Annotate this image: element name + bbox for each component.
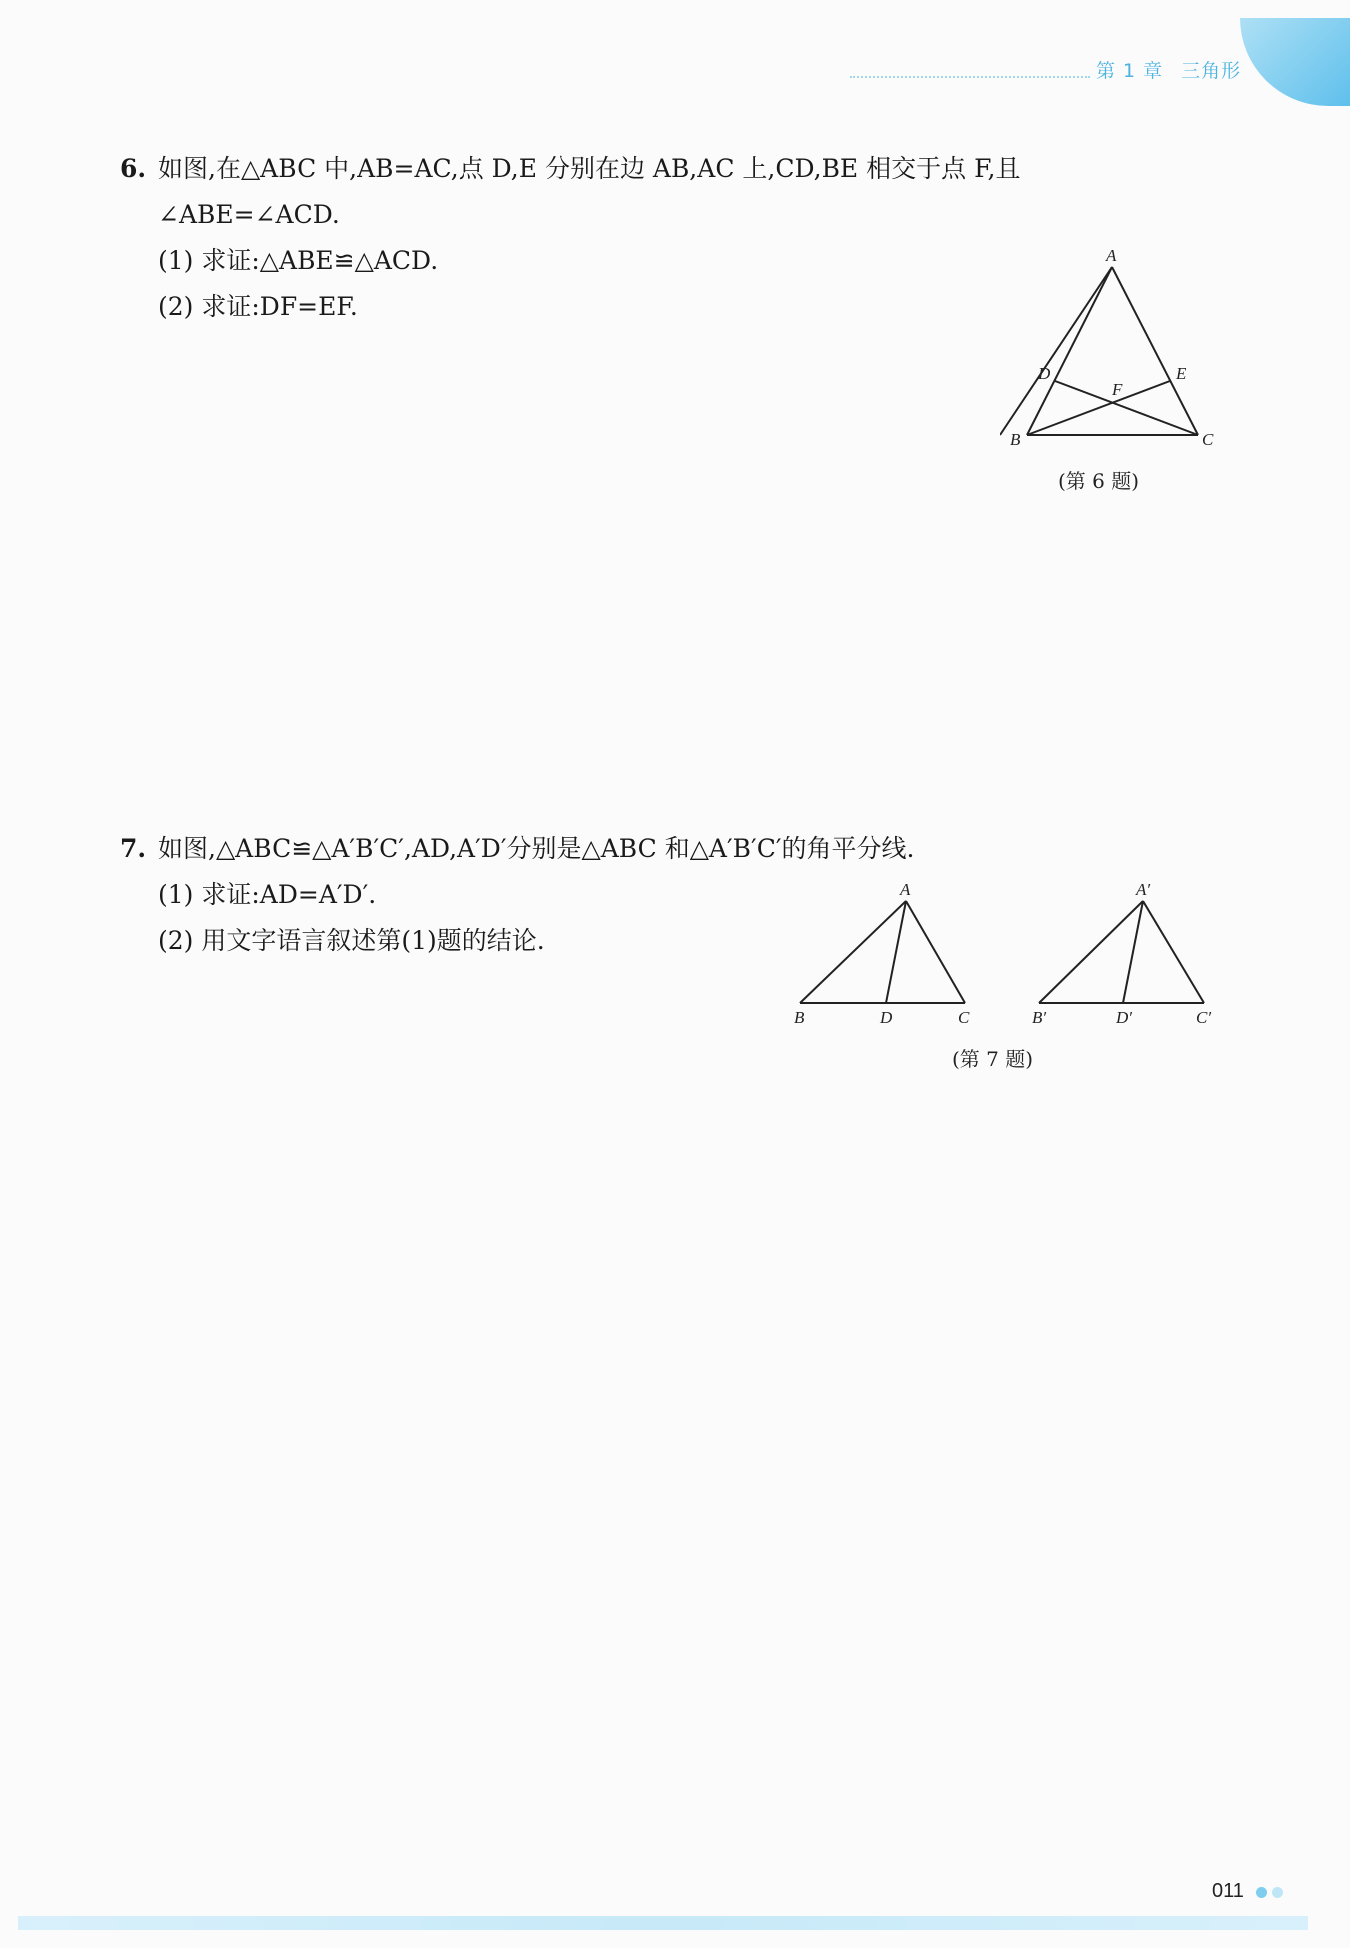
fig7-label-c-prime: C′ (1196, 1008, 1212, 1027)
fig7-side-ac (906, 901, 965, 1003)
question-7-number: 7. (120, 834, 147, 863)
question-6-part-2: (2) 求证:DF=EF. (158, 292, 358, 321)
question-6-stem-text: 如图,在△ABC 中,AB=AC,点 D,E 分别在边 AB,AC 上,CD,BE 相交于点 F,且 (158, 154, 1021, 183)
chapter-title: 三角形 (1181, 60, 1242, 82)
page-number: 011 (1212, 1880, 1244, 1902)
fig7-label-b-prime: B′ (1032, 1008, 1047, 1027)
fig6-label-b: B (1010, 430, 1021, 449)
question-6-part-1: (1) 求证:△ABE≌△ACD. (158, 246, 439, 275)
fig6-label-f: F (1112, 380, 1123, 399)
figure-question-6 (1000, 245, 1230, 465)
question-7-part-1: (1) 求证:AD=A′D′. (158, 880, 377, 909)
fig7-side-ab (800, 901, 906, 1003)
question-7-part-2: (2) 用文字语言叙述第(1)题的结论. (158, 926, 545, 955)
question-7-stem-text: 如图,△ABC≌△A′B′C′,AD,A′D′分别是△ABC 和△A′B′C′的角平分线. (158, 834, 915, 863)
question-6-stem-line1 (120, 146, 1020, 192)
fig6-label-e: E (1176, 364, 1187, 383)
fig6-segment-cd (1055, 381, 1198, 435)
fig7-label-c: C (958, 1008, 970, 1027)
fig6-label-d: D (1038, 364, 1051, 383)
header-dotted-line (850, 76, 1090, 78)
chapter-number: 第 1 章 (1096, 60, 1164, 82)
fig7-label-a: A (900, 880, 911, 899)
footer-dot-icon (1272, 1887, 1283, 1898)
fig6-side-ab-line (1027, 267, 1112, 435)
fig7-label-b: B (794, 1008, 805, 1027)
fig6-segment-be (1027, 381, 1170, 435)
question-6-number: 6. (120, 154, 147, 183)
fig6-label-c: C (1202, 430, 1214, 449)
chapter-header (1096, 56, 1259, 83)
fig7-side-a2c2 (1143, 901, 1204, 1003)
footer-dot-icon (1256, 1887, 1267, 1898)
fig6-label-a: A (1106, 246, 1117, 265)
fig7-label-d: D (880, 1008, 893, 1027)
figure-question-7 (780, 875, 1220, 1035)
footer-bar (18, 1916, 1308, 1930)
fig7-side-a2b2 (1039, 901, 1143, 1003)
fig7-label-a-prime: A′ (1136, 880, 1151, 899)
figure-7-caption: (第 7 题) (952, 1047, 1034, 1071)
question-7-stem (120, 826, 914, 872)
question-6 (120, 146, 1020, 330)
question-6-stem-line2: ∠ABE=∠ACD. (158, 200, 340, 229)
fig6-side-ac (1112, 267, 1198, 435)
figure-6-caption: (第 6 题) (1058, 469, 1140, 493)
fig7-label-d-prime: D′ (1116, 1008, 1132, 1027)
